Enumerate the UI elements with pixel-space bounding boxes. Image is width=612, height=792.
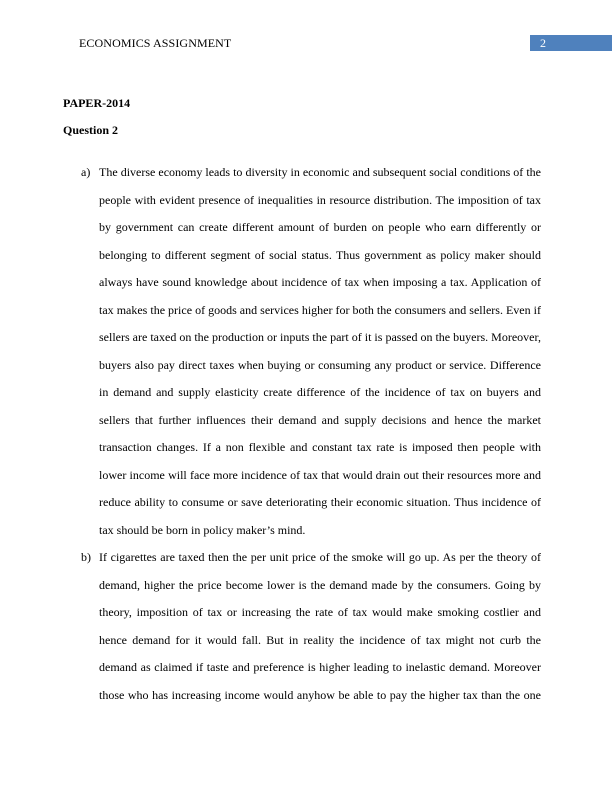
page-number: 2 (540, 36, 546, 50)
page-number-badge (530, 35, 612, 51)
paper-heading: PAPER-2014 (63, 96, 131, 110)
page-header (0, 0, 612, 60)
question-heading: Question 2 (63, 123, 119, 137)
header-title: ECONOMICS ASSIGNMENT (79, 36, 232, 50)
answer-list (63, 159, 541, 709)
answer-item-b (63, 544, 541, 709)
answer-text: The diverse economy leads to diversity in economic and subsequent social conditions of the people with evident presence of inequalities in resource distribution. The imposition of tax by government can create different amount of burden on people who earn differently or belonging to different segment of social status. Thus government as policy maker should always have sound knowledge about incidence of tax when imposing a tax. Application of tax makes the price of goods and services higher for both the consumers and sellers. Even if sellers are taxed on the production or inputs the part of it is passed on the buyers. Moreover, buyers also pay direct taxes when buying or consuming any product or service. Difference in demand and supply elasticity create difference of the incidence of tax on buyers and sellers that further influences their demand and supply decisions and hence the market transaction changes. If a non flexible and constant tax rate is imposed then people with lower income will face more incidence of tax that would drain out their resources more and reduce ability to consume or save deteriorating their economic situation. Thus incidence of tax should be born in policy maker’s mind. (99, 165, 541, 537)
answer-text: If cigarettes are taxed then the per unit price of the smoke will go up. As per the theory of demand, higher the price become lower is the demand made by the consumers. Going by theory, imposition of tax or increasing the rate of tax would make smoking costlier and hence demand for it would fall. But in reality the incidence of tax might not curb the demand as claimed if taste and preference is higher leading to inelastic demand. Moreover those who has increasing income would anyhow be able to pay the higher tax than the one (99, 550, 541, 702)
answer-marker: b) (81, 550, 91, 564)
answer-marker: a) (81, 165, 91, 179)
answer-item-a (63, 159, 541, 544)
